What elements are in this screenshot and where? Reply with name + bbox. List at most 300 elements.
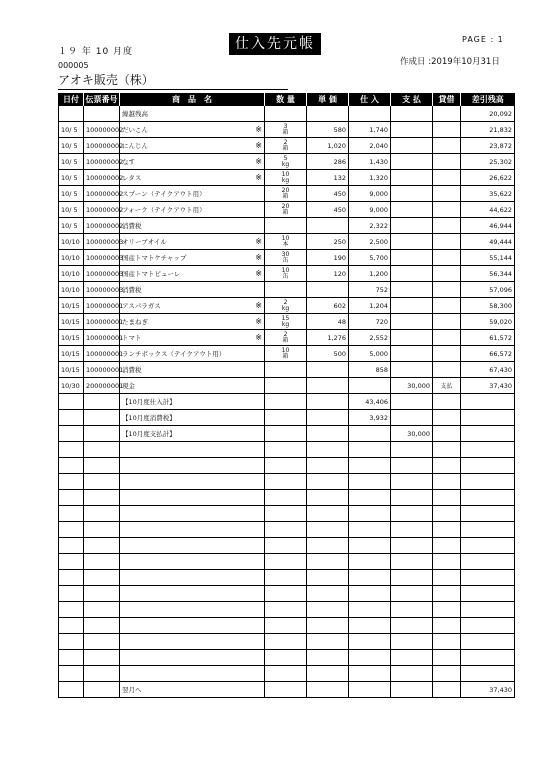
purchase-cell: 1,204 — [349, 298, 391, 314]
item-cell — [120, 410, 265, 426]
payment-cell — [391, 138, 433, 154]
blank-cell — [391, 618, 433, 634]
blank-cell — [349, 522, 391, 538]
debit-credit-cell — [433, 298, 461, 314]
blank-cell — [59, 522, 84, 538]
item-cell — [120, 218, 265, 234]
qty-cell — [265, 362, 307, 378]
blank-cell — [265, 682, 307, 698]
price-cell: 286 — [307, 154, 349, 170]
debit-credit-cell — [433, 186, 461, 202]
blank-row — [59, 490, 515, 506]
purchase-cell: 43,406 — [349, 394, 391, 410]
blank-cell — [433, 682, 461, 698]
price-cell: 250 — [307, 234, 349, 250]
slip-cell: 100000001 — [84, 330, 120, 346]
debit-credit-cell — [433, 106, 461, 122]
carry-forward-balance: 37,430 — [461, 682, 515, 698]
blank-cell — [349, 634, 391, 650]
blank-cell — [391, 602, 433, 618]
purchase-cell: 1,740 — [349, 122, 391, 138]
col-date: 日付 — [59, 93, 84, 106]
blank-cell — [84, 570, 120, 586]
purchase-cell: 5,000 — [349, 346, 391, 362]
payment-cell — [391, 106, 433, 122]
item-name: オリーブオイル — [122, 238, 167, 246]
page-number: PAGE : 1 — [462, 35, 504, 44]
qty-unit: 缶 — [282, 256, 289, 264]
ledger-body — [59, 106, 515, 698]
payment-cell — [391, 218, 433, 234]
blank-cell — [307, 490, 349, 506]
table-row — [59, 362, 515, 378]
blank-cell — [349, 442, 391, 458]
blank-cell — [391, 586, 433, 602]
blank-cell — [59, 602, 84, 618]
qty-unit: kg — [281, 176, 290, 184]
item-cell — [120, 314, 265, 330]
blank-cell — [84, 522, 120, 538]
slip-cell — [84, 394, 120, 410]
item-cell — [120, 186, 265, 202]
table-row — [59, 314, 515, 330]
payment-cell — [391, 346, 433, 362]
blank-cell — [84, 538, 120, 554]
blank-cell — [59, 666, 84, 682]
blank-cell — [461, 650, 515, 666]
purchase-cell — [349, 378, 391, 394]
slip-cell: 100000002 — [84, 122, 120, 138]
payment-cell: 30,000 — [391, 378, 433, 394]
qty-value: 10 — [281, 266, 290, 274]
date-cell: 10/ 5 — [59, 202, 84, 218]
payment-cell — [391, 314, 433, 330]
qty-unit: 箱 — [282, 192, 289, 200]
item-name: 【10月度仕入計】 — [122, 398, 176, 406]
slip-cell: 100000002 — [84, 154, 120, 170]
qty-unit: 本 — [282, 240, 289, 248]
blank-cell — [433, 522, 461, 538]
purchase-cell: 720 — [349, 314, 391, 330]
price-cell — [307, 362, 349, 378]
qty-cell — [265, 282, 307, 298]
blank-cell — [265, 666, 307, 682]
item-name: たまねぎ — [122, 318, 148, 326]
qty-cell — [265, 218, 307, 234]
blank-cell — [433, 586, 461, 602]
blank-row — [59, 602, 515, 618]
price-cell — [307, 106, 349, 122]
table-row — [59, 378, 515, 394]
date-cell: 10/15 — [59, 362, 84, 378]
balance-cell: 23,872 — [461, 138, 515, 154]
blank-cell — [59, 442, 84, 458]
supplier-code: 000005 — [58, 61, 89, 70]
date-cell: 10/ 5 — [59, 122, 84, 138]
balance-cell: 66,572 — [461, 346, 515, 362]
table-row — [59, 202, 515, 218]
blank-cell — [120, 650, 265, 666]
blank-cell — [120, 506, 265, 522]
blank-cell — [59, 458, 84, 474]
debit-credit-cell — [433, 346, 461, 362]
blank-cell — [461, 586, 515, 602]
ledger-title: 仕入先元帳 — [229, 33, 321, 55]
blank-cell — [433, 650, 461, 666]
qty-cell — [265, 122, 307, 138]
qty-cell — [265, 106, 307, 122]
blank-cell — [461, 618, 515, 634]
qty-unit: kg — [281, 304, 290, 312]
blank-cell — [433, 634, 461, 650]
date-cell: 10/15 — [59, 346, 84, 362]
blank-cell — [120, 570, 265, 586]
qty-unit: 箱 — [282, 128, 289, 136]
blank-cell — [265, 602, 307, 618]
blank-cell — [59, 570, 84, 586]
purchase-cell: 1,200 — [349, 266, 391, 282]
table-row — [59, 410, 515, 426]
item-name: だいこん — [122, 126, 148, 134]
slip-cell: 100000003 — [84, 266, 120, 282]
blank-cell — [84, 618, 120, 634]
blank-cell — [391, 490, 433, 506]
item-name: トマト — [122, 334, 142, 342]
qty-cell — [265, 330, 307, 346]
payment-cell: 30,000 — [391, 426, 433, 442]
blank-cell — [265, 618, 307, 634]
item-cell — [120, 378, 265, 394]
blank-cell — [265, 522, 307, 538]
blank-cell — [433, 506, 461, 522]
item-name: 【10月度消費税】 — [122, 414, 176, 422]
balance-cell: 67,430 — [461, 362, 515, 378]
debit-credit-cell — [433, 122, 461, 138]
debit-credit-cell — [433, 362, 461, 378]
blank-row — [59, 458, 515, 474]
blank-cell — [84, 682, 120, 698]
table-row — [59, 266, 515, 282]
slip-cell: 100000002 — [84, 202, 120, 218]
table-row — [59, 218, 515, 234]
item-name: アスパラガス — [122, 302, 161, 310]
reduced-tax-mark: ※ — [255, 317, 262, 326]
payment-cell — [391, 362, 433, 378]
price-cell — [307, 426, 349, 442]
blank-cell — [307, 586, 349, 602]
slip-cell: 100000001 — [84, 346, 120, 362]
date-cell: 10/30 — [59, 378, 84, 394]
blank-cell — [307, 618, 349, 634]
item-name: レタス — [122, 174, 142, 182]
item-cell — [120, 122, 265, 138]
blank-cell — [349, 650, 391, 666]
payment-cell — [391, 170, 433, 186]
blank-cell — [265, 538, 307, 554]
blank-cell — [84, 458, 120, 474]
item-cell — [120, 266, 265, 282]
reduced-tax-mark: ※ — [255, 157, 262, 166]
qty-cell — [265, 170, 307, 186]
slip-cell: 100000003 — [84, 250, 120, 266]
debit-credit-cell — [433, 282, 461, 298]
col-price: 単 価 — [307, 93, 349, 106]
debit-credit-cell — [433, 426, 461, 442]
blank-cell — [461, 634, 515, 650]
balance-cell: 20,092 — [461, 106, 515, 122]
slip-cell — [84, 426, 120, 442]
blank-cell — [461, 602, 515, 618]
balance-cell: 21,832 — [461, 122, 515, 138]
qty-value: 15 — [281, 314, 290, 322]
blank-cell — [433, 666, 461, 682]
qty-cell — [265, 138, 307, 154]
reduced-tax-mark: ※ — [255, 269, 262, 278]
price-cell: 132 — [307, 170, 349, 186]
debit-credit-cell — [433, 266, 461, 282]
blank-cell — [307, 538, 349, 554]
col-balance: 差引残高 — [461, 93, 515, 106]
blank-cell — [59, 506, 84, 522]
blank-cell — [391, 538, 433, 554]
blank-cell — [265, 458, 307, 474]
price-cell — [307, 282, 349, 298]
blank-cell — [391, 442, 433, 458]
date-cell: 10/15 — [59, 298, 84, 314]
date-cell: 10/10 — [59, 282, 84, 298]
blank-cell — [265, 490, 307, 506]
slip-cell — [84, 106, 120, 122]
blank-cell — [391, 522, 433, 538]
blank-cell — [84, 650, 120, 666]
reduced-tax-mark: ※ — [255, 237, 262, 246]
qty-cell — [265, 202, 307, 218]
blank-cell — [349, 554, 391, 570]
qty-unit: kg — [281, 320, 290, 328]
item-name: 消費税 — [122, 286, 142, 294]
balance-cell: 25,302 — [461, 154, 515, 170]
blank-cell — [84, 586, 120, 602]
blank-cell — [349, 458, 391, 474]
purchase-cell: 752 — [349, 282, 391, 298]
header-row — [59, 93, 515, 106]
payment-cell — [391, 394, 433, 410]
debit-credit-cell — [433, 234, 461, 250]
blank-cell — [265, 570, 307, 586]
blank-cell — [433, 618, 461, 634]
slip-cell: 100000003 — [84, 234, 120, 250]
table-row — [59, 154, 515, 170]
qty-value: 10 — [281, 170, 290, 178]
purchase-cell: 1,430 — [349, 154, 391, 170]
price-cell: 580 — [307, 122, 349, 138]
qty-cell — [265, 410, 307, 426]
blank-row — [59, 554, 515, 570]
carry-forward-row — [59, 682, 515, 698]
blank-cell — [307, 602, 349, 618]
blank-cell — [59, 538, 84, 554]
price-cell: 450 — [307, 186, 349, 202]
qty-value: 30 — [281, 250, 290, 258]
balance-cell — [461, 426, 515, 442]
blank-cell — [391, 458, 433, 474]
blank-cell — [265, 554, 307, 570]
date-cell — [59, 106, 84, 122]
table-row — [59, 330, 515, 346]
blank-cell — [307, 682, 349, 698]
blank-cell — [349, 618, 391, 634]
reduced-tax-mark: ※ — [255, 125, 262, 134]
item-name: ランチボックス（テイクアウト用） — [122, 350, 226, 358]
qty-unit: 箱 — [282, 208, 289, 216]
blank-cell — [349, 570, 391, 586]
blank-cell — [120, 554, 265, 570]
date-cell: 10/ 5 — [59, 186, 84, 202]
payment-cell — [391, 186, 433, 202]
debit-credit-cell — [433, 202, 461, 218]
col-purchase: 仕 入 — [349, 93, 391, 106]
blank-cell — [391, 506, 433, 522]
blank-cell — [84, 634, 120, 650]
qty-cell — [265, 314, 307, 330]
reduced-tax-mark: ※ — [255, 333, 262, 342]
slip-cell: 100000001 — [84, 362, 120, 378]
item-cell — [120, 362, 265, 378]
purchase-cell — [349, 106, 391, 122]
date-cell: 10/10 — [59, 250, 84, 266]
purchase-cell — [349, 426, 391, 442]
table-row — [59, 170, 515, 186]
col-qty: 数 量 — [265, 93, 307, 106]
balance-cell: 44,622 — [461, 202, 515, 218]
carry-forward-label: 翌月へ — [120, 682, 265, 698]
item-cell — [120, 426, 265, 442]
slip-cell: 200000001 — [84, 378, 120, 394]
blank-cell — [307, 570, 349, 586]
blank-cell — [461, 522, 515, 538]
qty-cell — [265, 250, 307, 266]
item-name: 国産トマトケチャップ — [122, 254, 187, 262]
blank-cell — [59, 682, 84, 698]
qty-value: 20 — [281, 186, 290, 194]
blank-row — [59, 586, 515, 602]
qty-value: 2 — [283, 138, 288, 146]
qty-cell — [265, 426, 307, 442]
blank-cell — [307, 666, 349, 682]
blank-cell — [391, 650, 433, 666]
qty-value: 3 — [283, 122, 288, 130]
blank-cell — [265, 506, 307, 522]
blank-cell — [461, 538, 515, 554]
blank-cell — [349, 474, 391, 490]
blank-cell — [84, 474, 120, 490]
qty-cell — [265, 346, 307, 362]
blank-row — [59, 618, 515, 634]
price-cell: 1,276 — [307, 330, 349, 346]
blank-cell — [307, 506, 349, 522]
purchase-cell: 858 — [349, 362, 391, 378]
payment-cell — [391, 250, 433, 266]
blank-row — [59, 474, 515, 490]
balance-cell: 35,622 — [461, 186, 515, 202]
table-row — [59, 234, 515, 250]
blank-cell — [461, 490, 515, 506]
qty-value: 20 — [281, 202, 290, 210]
price-cell — [307, 378, 349, 394]
blank-row — [59, 442, 515, 458]
qty-cell — [265, 234, 307, 250]
item-cell — [120, 138, 265, 154]
price-cell: 120 — [307, 266, 349, 282]
purchase-cell: 2,552 — [349, 330, 391, 346]
created-date: 作成日 :2019年10月31日 — [400, 57, 500, 67]
item-cell — [120, 106, 265, 122]
item-name: 消費税 — [122, 222, 142, 230]
debit-credit-cell — [433, 170, 461, 186]
blank-cell — [307, 522, 349, 538]
item-name: 現金 — [122, 382, 135, 390]
reduced-tax-mark: ※ — [255, 173, 262, 182]
blank-cell — [84, 554, 120, 570]
debit-credit-cell — [433, 394, 461, 410]
qty-cell — [265, 394, 307, 410]
price-cell: 450 — [307, 202, 349, 218]
blank-cell — [120, 618, 265, 634]
blank-cell — [307, 474, 349, 490]
blank-cell — [265, 650, 307, 666]
item-cell — [120, 394, 265, 410]
blank-cell — [461, 554, 515, 570]
blank-cell — [120, 634, 265, 650]
qty-value: 10 — [281, 346, 290, 354]
blank-cell — [59, 650, 84, 666]
payment-cell — [391, 154, 433, 170]
date-cell — [59, 394, 84, 410]
col-item: 商 品 名 — [120, 93, 265, 106]
blank-cell — [84, 506, 120, 522]
supplier-name: アオキ販売（株） — [58, 71, 288, 90]
purchase-cell: 1,320 — [349, 170, 391, 186]
date-cell: 10/ 5 — [59, 218, 84, 234]
date-cell: 10/ 5 — [59, 170, 84, 186]
purchase-cell: 2,040 — [349, 138, 391, 154]
payment-cell — [391, 266, 433, 282]
blank-cell — [265, 442, 307, 458]
item-cell — [120, 234, 265, 250]
qty-unit: 箱 — [282, 336, 289, 344]
table-row — [59, 346, 515, 362]
item-name: 繰越残高 — [122, 110, 148, 118]
qty-unit: 箱 — [282, 144, 289, 152]
date-cell: 10/15 — [59, 314, 84, 330]
blank-cell — [59, 586, 84, 602]
item-cell — [120, 298, 265, 314]
item-name: なす — [122, 158, 135, 166]
blank-cell — [391, 554, 433, 570]
item-cell — [120, 154, 265, 170]
payment-cell — [391, 298, 433, 314]
payment-cell — [391, 234, 433, 250]
qty-unit: 箱 — [282, 352, 289, 360]
qty-value: 10 — [281, 234, 290, 242]
blank-cell — [433, 442, 461, 458]
blank-cell — [120, 442, 265, 458]
blank-cell — [391, 474, 433, 490]
blank-cell — [391, 666, 433, 682]
table-row — [59, 426, 515, 442]
balance-cell: 61,572 — [461, 330, 515, 346]
blank-cell — [307, 554, 349, 570]
